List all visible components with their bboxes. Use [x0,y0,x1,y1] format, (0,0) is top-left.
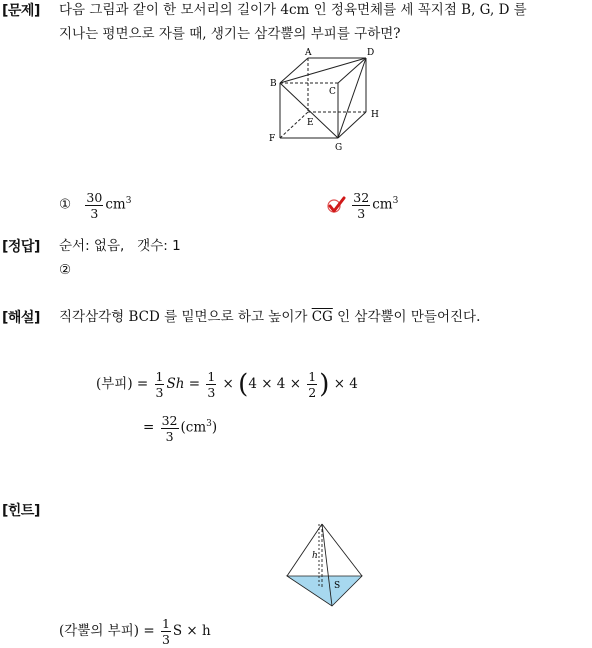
vertex-D: D [367,48,375,58]
vertex-C: C [329,87,336,97]
answer-label: [정답] [2,239,40,255]
choice-1-mark: ① [59,196,72,213]
choice-2-fraction: $\frac{32}{3}$ [353,189,370,221]
vertex-E: E [307,118,314,128]
answer-info: 순서: 없음, 갯수: 1 [59,238,181,254]
cube-figure [0,40,592,200]
solution-equation-2: = $\frac{32}{3}$ $(cm^3)$ [143,412,218,444]
vertex-G: G [335,143,343,153]
problem-line-2: 지나는 평면으로 자를 때, 생기는 삼각뿔의 부피를 구하면? [59,26,401,42]
segment-cg: $\overline{CG}$ [311,309,333,325]
pyramid-figure [0,518,592,618]
hint-formula: (각뿔의 부피) = $\frac{1}{3}$ S × h [59,616,211,647]
choice-1-fraction: $\frac{30}{3}$ [86,189,103,221]
vertex-A: A [305,48,312,58]
solution-text: 직각삼각형 BCD 를 밑면으로 하고 높이가 $\overline{CG}$ 인 삼각뿔이 만들어진다. [59,309,481,325]
hint-label: [힌트] [2,503,40,519]
answer-value: ② [59,262,72,278]
pyramid-h-label: h [312,551,318,561]
choice-2[interactable]: $\frac{32}{3}$ $cm^3$ [326,184,398,222]
checkmark-icon [326,196,346,214]
solution-label: [해설] [2,310,40,326]
solution-equation-1: (부피) = $\frac{1}{3}$ Sh = $\frac{1}{3}$ × (4 × 4 × $\frac{1}{2}$ ) × 4 [96,369,358,400]
problem-line-1: 다음 그림과 같이 한 모서리의 길이가 4cm 인 정육면체를 세 꼭지점 B, G, D 를 [59,2,527,18]
problem-label: [문제] [2,3,40,19]
vertex-B: B [270,79,277,89]
vertex-F: F [269,134,276,144]
choice-1[interactable]: ① $\frac{30}{3}$ $cm^3$ [59,189,132,221]
pyramid-s-label: S [334,581,341,591]
vertex-H: H [371,110,379,120]
